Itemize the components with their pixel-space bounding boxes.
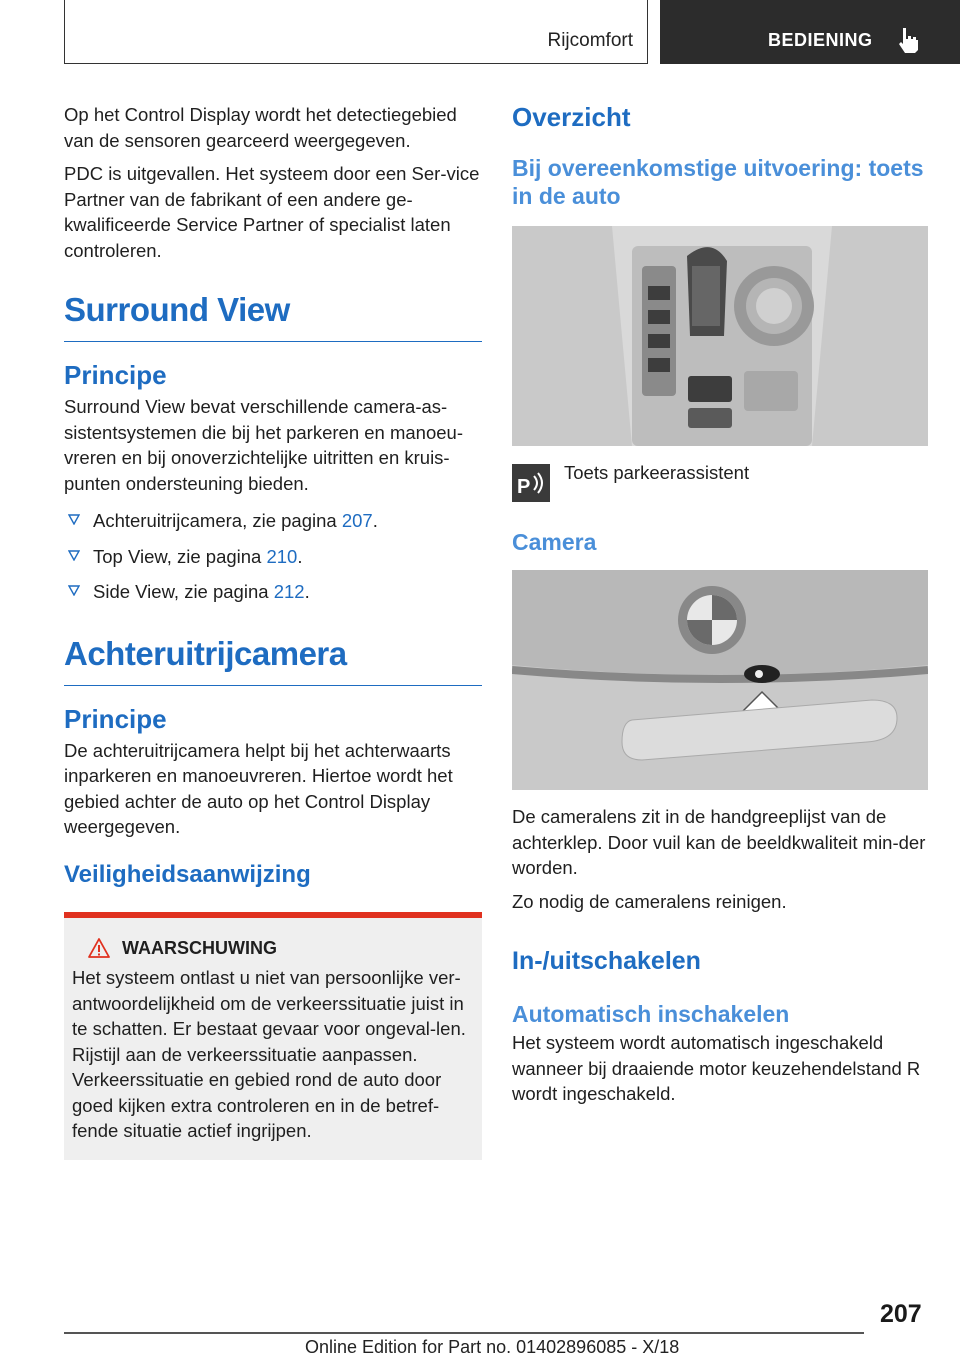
list-item — [64, 544, 482, 570]
header-chapter-tab — [660, 0, 960, 64]
paragraph: Zo nodig de cameralens reinigen. — [512, 890, 787, 912]
warning-triangle-icon — [88, 938, 110, 958]
page-link-210[interactable]: 210 — [266, 545, 298, 567]
paragraph: Surround View bevat verschillende camera-as-sistentsystemen die bij het parkeren en manoeu-vreren en bij onoverzichtelijke uitritten en kruis-punten ondersteuning bieden. — [64, 396, 463, 494]
footer-divider — [64, 1332, 864, 1334]
park-assist-button-icon — [512, 464, 550, 502]
footer-edition: Online Edition for Part no. 01402896085 - X/18 — [305, 1337, 680, 1357]
section-title-overzicht: Overzicht — [512, 102, 631, 132]
subsection-title-principe: Principe — [64, 703, 167, 734]
svg-text:P: P — [517, 476, 531, 498]
center-console-illustration — [512, 226, 928, 446]
center-console-image — [512, 226, 928, 446]
warning-text: Het systeem ontlast u niet van persoonlijke ver-antwoordelijkheid om de verkeerssituatie juist in te schatten. Er bestaat gevaar voor ongeval-len. Rijstijl aan de verkeerssituatie aanpassen. Verkeerssituatie en gebied rond de auto door goed kijken extra controleren en in de betref-fende situatie actief ingrijpen. — [72, 967, 466, 1141]
page-link-207[interactable]: 207 — [341, 510, 373, 531]
section-title-in-uitschakelen: In-/uitschakelen — [512, 947, 701, 975]
subsection-title-camera: Camera — [512, 529, 597, 555]
paragraph: De cameralens zit in de handgreeplijst van de achterklep. Door vuil kan de beeldkwaliteit min-der worden. — [512, 806, 926, 878]
list-item-end: . — [304, 581, 310, 602]
subsection-title-veiligheid: Veiligheidsaanwijzing — [64, 860, 311, 888]
paragraph: Op het Control Display wordt het detectiegebied van de sensoren gearceerd weergegeven. — [64, 104, 457, 151]
rear-camera-image — [512, 570, 928, 790]
list-item — [64, 579, 482, 605]
header-chapter-title: BEDIENING — [768, 30, 873, 50]
list-item-end: . — [372, 510, 378, 531]
paragraph: De achteruitrijcamera helpt bij het achterwaarts inparkeren en manoeuvreren. Hiertoe wordt het gebied achter de auto op het Control Display weergegeven. — [64, 739, 453, 837]
warning-title: WAARSCHUWING — [122, 937, 277, 958]
right-column — [512, 102, 930, 1115]
paragraph: PDC is uitgevallen. Het systeem door een Ser-vice Partner van de fabrikant of een andere ge-kwalificeerde Service Partner of specialist laten controleren. — [64, 163, 480, 261]
header-section-title: Rijcomfort — [547, 30, 633, 51]
left-column — [64, 102, 482, 1160]
list-item-text: Side View, zie pagina — [93, 581, 274, 602]
page-link-212[interactable]: 212 — [273, 581, 305, 602]
triangle-bullet-icon — [68, 513, 80, 525]
section-title-achteruitrijcamera: Achteruitrijcamera — [64, 635, 482, 686]
subsection-title-automatisch: Automatisch inschakelen — [512, 1001, 790, 1027]
key-legend — [512, 464, 930, 502]
subsection-title-principe: Principe — [64, 360, 167, 390]
list-item-end: . — [297, 545, 303, 567]
header-section-box — [64, 0, 648, 64]
paragraph: Het systeem wordt automatisch ingeschakeld wanneer bij draaiende motor keuzehendelstand R wordt ingeschakeld. — [512, 1032, 921, 1104]
triangle-bullet-icon — [68, 549, 80, 561]
park-assist-label: Toets parkeerassistent — [564, 462, 750, 483]
list-item-text: Achteruitrijcamera, zie pagina — [93, 510, 342, 531]
list-item — [64, 508, 482, 534]
subsection-title-toets: Bij overeenkomstige uitvoering: toets in de auto — [512, 155, 924, 209]
list-item-text: Top View, zie pagina — [93, 545, 267, 567]
triangle-bullet-icon — [68, 584, 80, 596]
section-title-surround-view: Surround View — [64, 291, 482, 342]
cross-reference-list — [64, 508, 482, 605]
warning-box — [64, 912, 482, 1160]
warning-heading — [72, 936, 474, 962]
hand-pointer-icon — [896, 26, 922, 54]
rear-tailgate-illustration — [512, 570, 928, 790]
page-number: 207 — [880, 1300, 922, 1328]
